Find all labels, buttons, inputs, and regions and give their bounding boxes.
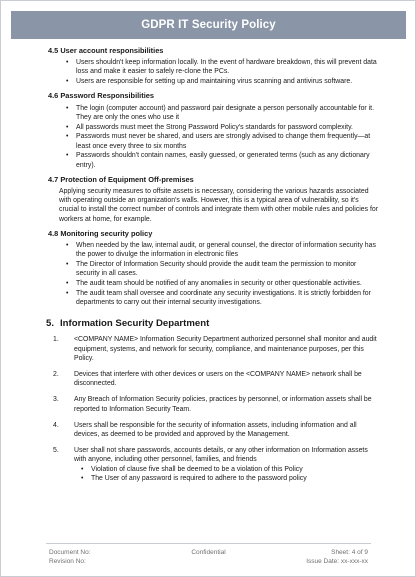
list-item: • The audit team shall oversee and coordinate any security investigations. It is strictly forbidden for departments to carry out their internal security investigations. xyxy=(66,289,379,307)
footer-divider xyxy=(46,543,371,544)
sub-list xyxy=(78,465,379,483)
list-item: • Users shouldn't keep information locally. In the event of hardware breakdown, this will prevent data loss and make it easier to safely re-clone the PCs. xyxy=(66,58,379,76)
item-number: 1. xyxy=(53,336,59,344)
sub-list-item: • The User of any password is required to adhere to the password policy xyxy=(78,474,379,483)
numbered-item xyxy=(49,335,379,363)
sub-list-item: • Violation of clause five shall be deemed to be a violation of this Policy xyxy=(78,465,379,474)
document-number: Document No: xyxy=(49,549,91,556)
numbered-item xyxy=(49,446,379,483)
list-item: • Users are responsible for setting up and maintaining virus scanning and antivirus software. xyxy=(66,77,379,86)
section-4-8-heading: 4.8 Monitoring security policy xyxy=(48,228,153,238)
list-item: • When needed by the law, internal audit, or general counsel, the director of information security has the power to divulge the information in electronic files xyxy=(66,241,379,259)
document-header xyxy=(11,11,406,39)
item-text: Devices that interfere with other devices or users on the <COMPANY NAME> network shall be disconnected. xyxy=(74,371,362,388)
document-title: GDPR IT Security Policy xyxy=(141,19,276,31)
issue-date: Issue Date: xx-xxx-xx xyxy=(306,558,368,565)
item-text: Users shall be responsible for the security of information assets, including information and all devices, as deemed to be provided and approved by the Management. xyxy=(74,421,357,439)
sheet-number: Sheet: 4 of 9 xyxy=(331,549,368,556)
section-5-heading xyxy=(46,319,379,328)
section-title: Information Security Department xyxy=(60,318,210,330)
list-item: • The Director of Information Security should provide the audit team the permission to monitor security in all cases. xyxy=(66,260,379,278)
item-number: 3. xyxy=(53,396,59,404)
numbered-item xyxy=(49,395,379,413)
numbered-item xyxy=(49,421,379,439)
section-5-list xyxy=(49,335,379,483)
document-footer xyxy=(49,548,368,566)
item-text: <COMPANY NAME> Information Security Department authorized personnel shall monitor and audit equipment, systems, and network for security, compliance, and maintenance purposes, per this Policy. xyxy=(74,336,377,362)
section-4-5-heading: 4.5 User account responsibilities xyxy=(48,46,164,55)
section-4-5-list xyxy=(66,58,379,86)
section-number: 5. xyxy=(46,318,55,330)
list-item: • The audit team should be notified of any anomalies in security or other questionable activities. xyxy=(66,279,379,288)
section-4-6-heading: 4.6 Password Responsibilities xyxy=(48,91,154,101)
numbered-item xyxy=(49,370,379,388)
section-4-7-paragraph: Applying security measures to offsite assets is necessary, considering the various hazards associated with operating outside an organization's walls. However, this is a typical area of vulnerability, so it's crucial to install the correct number of controls and integrate them with other mobile rules and policies for workers at home, for example. xyxy=(59,188,379,223)
list-item: • Passwords must never be shared, and users are strongly advised to change them frequently—at least once every three to six months xyxy=(66,132,379,150)
section-4-6-list xyxy=(66,104,379,170)
list-item: • Passwords shouldn't contain names, easily guessed, or generated terms (such as any dictionary entry). xyxy=(66,151,379,169)
document-body xyxy=(46,41,379,490)
item-number: 4. xyxy=(53,421,59,429)
classification-label: Confidential xyxy=(191,549,226,556)
item-number: 2. xyxy=(53,371,59,379)
revision-number: Revision No: xyxy=(49,558,86,565)
section-4-7-heading: 4.7 Protection of Equipment Off-premises xyxy=(48,174,194,184)
item-text: User shall not share passwords, accounts details, or any other information on Information assets with anyone, including other personnel, families, and friends xyxy=(74,447,368,464)
item-text: Any Breach of Information Security policies, practices by personnel, or information assets shall be reported to Information Security Team. xyxy=(74,396,372,413)
list-item: • The login (computer account) and password pair designate a person personally accountable for it. They are only the ones who use it xyxy=(66,104,379,122)
item-number: 5. xyxy=(53,447,59,455)
list-item: • All passwords must meet the Strong Password Policy's standards for password complexity. xyxy=(66,123,379,132)
section-4-8-list xyxy=(66,241,379,307)
